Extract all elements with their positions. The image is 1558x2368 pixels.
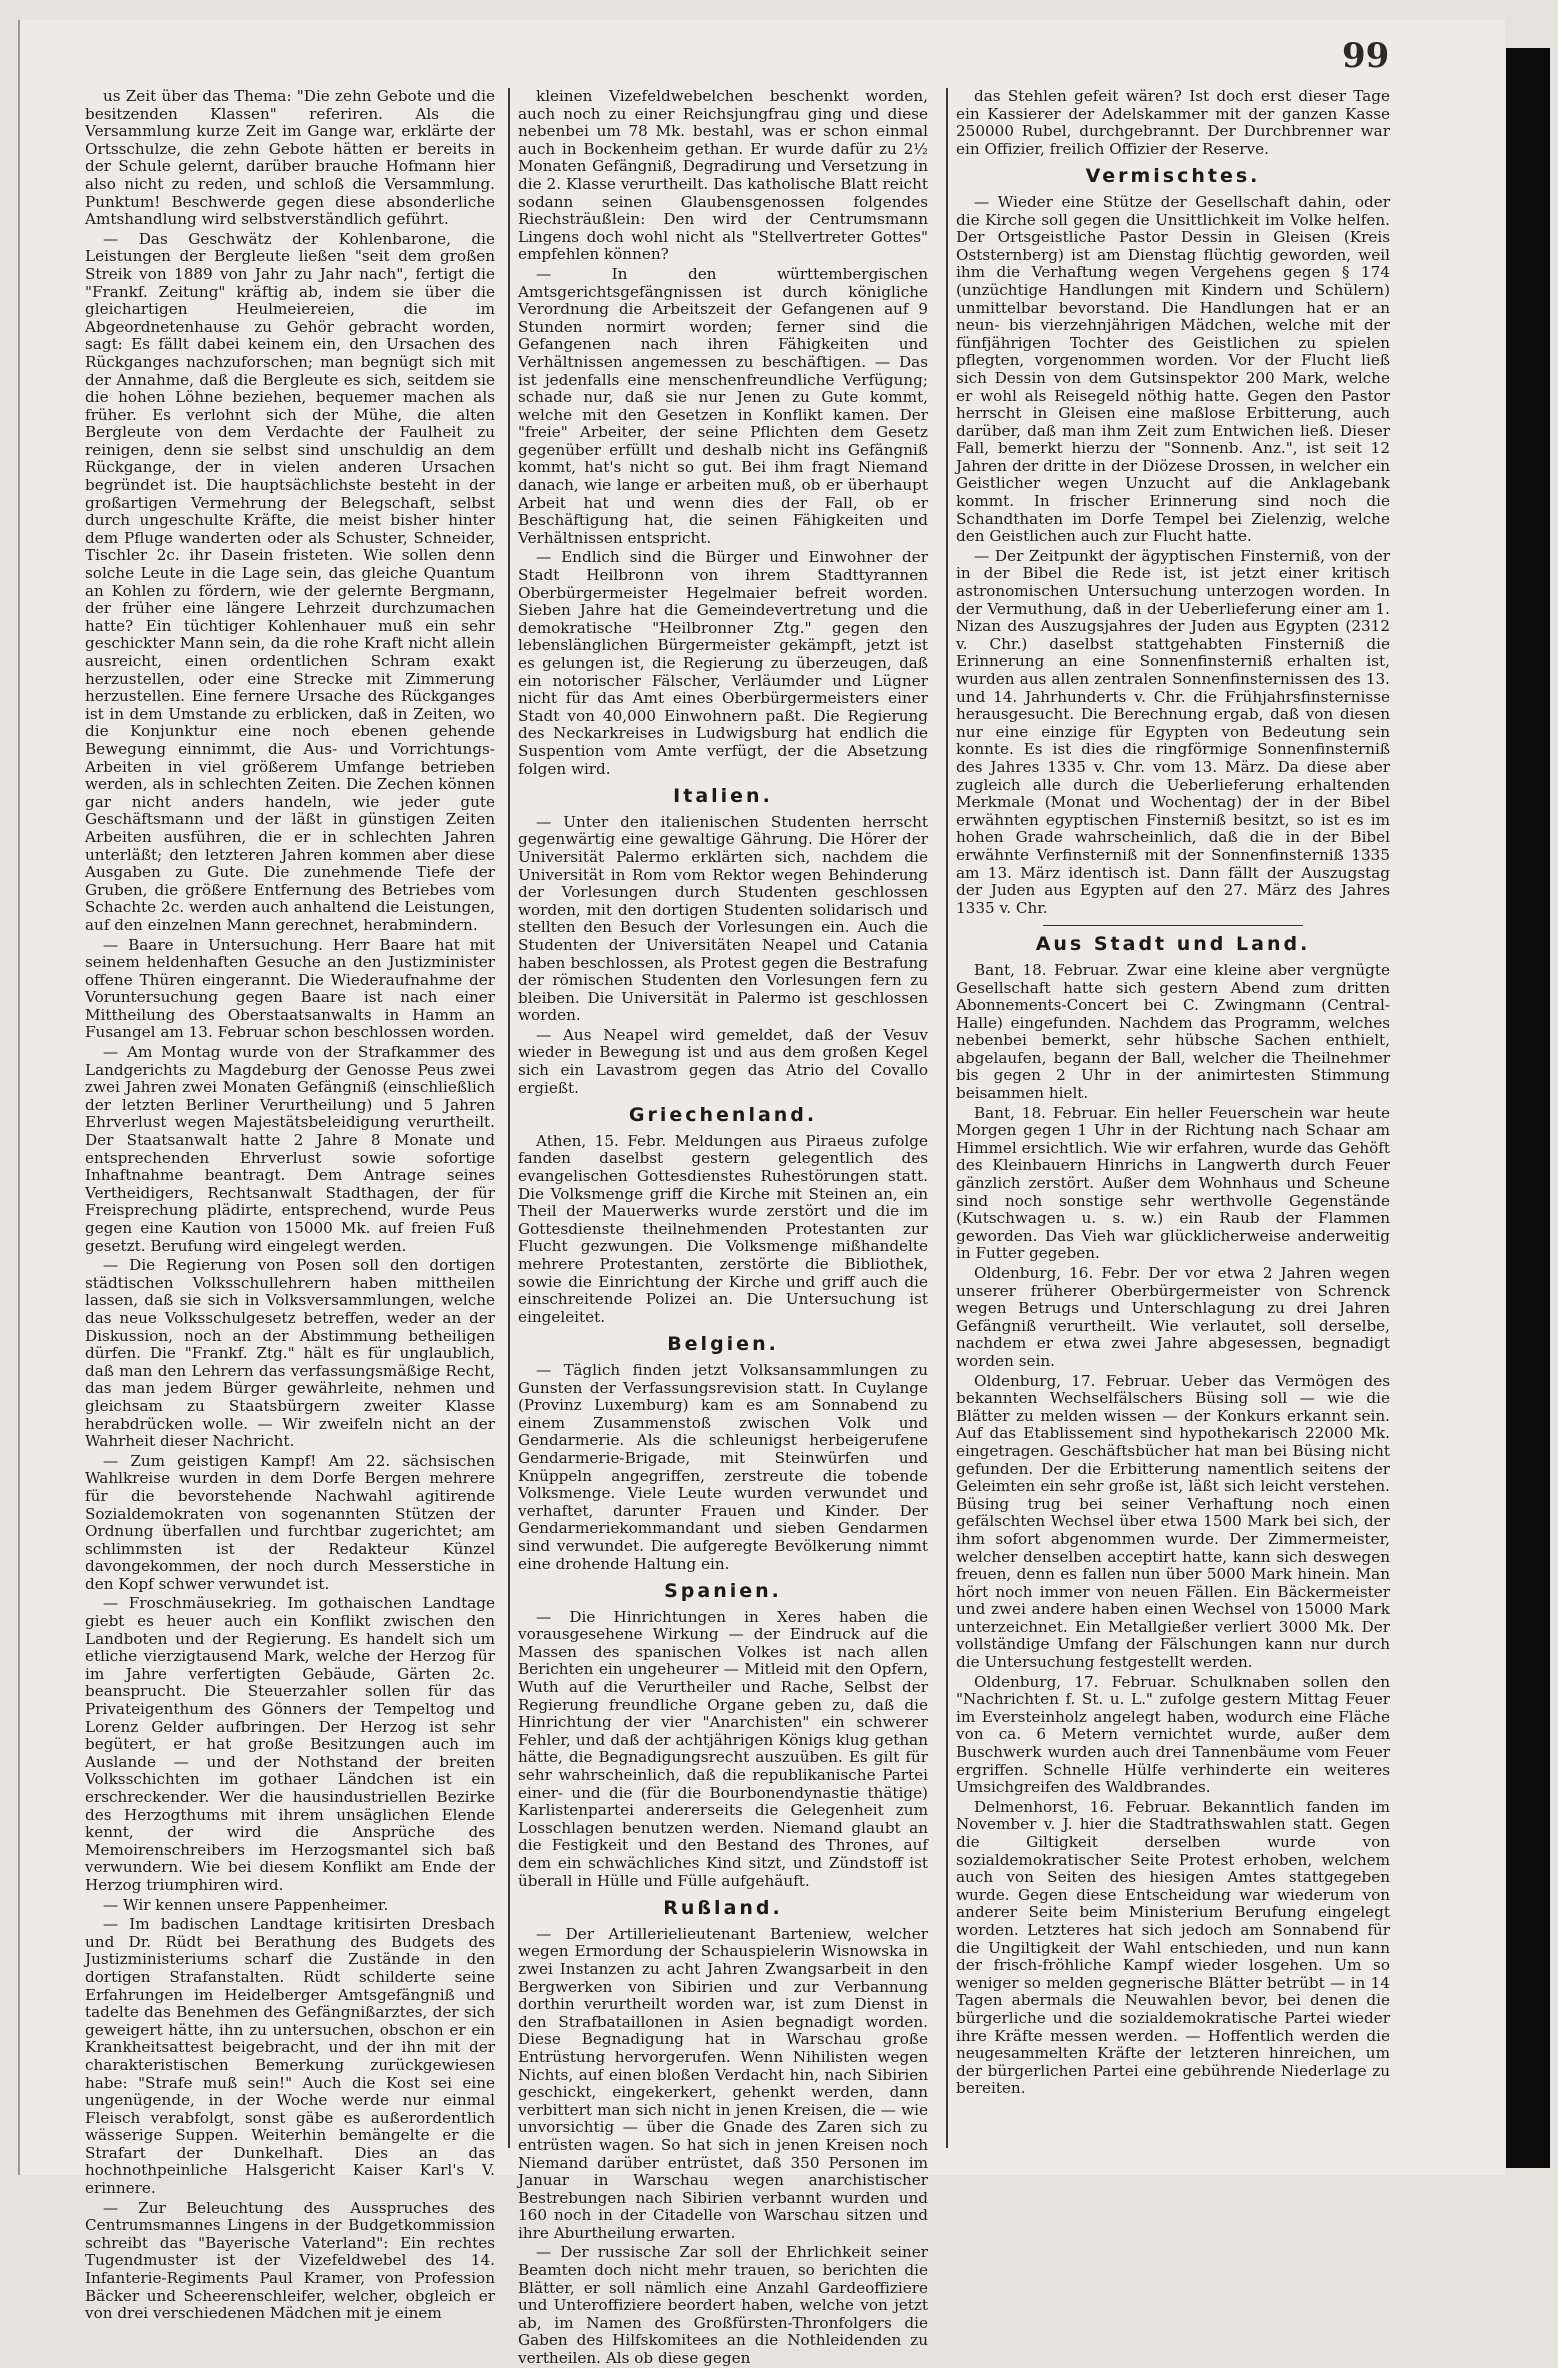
article-paragraph: — Wieder eine Stütze der Gesellschaft dahin, oder die Kirche soll gegen die Unsittlichkeit im Volke helfen. Der Ortsgeistliche Pastor Dessin in Gleisen (Kreis Oststernberg) ist am Dienstag flüchtig geworden, weil ihm die Verhaftung wegen Vergehens gegen § 174 (unzüchtige Handlungen mit Kindern und Schülern) unmittelbar bevorstand. Die Handlungen hat er an neun- bis vierzehnjährigen Mädchen, welche mit der fünfjährigen Tochter des Geistlichen zu spielen pflegten, vorgenommen worden. Vor der Flucht ließ sich Dessin von dem Gutsinspektor 200 Mark, welche er wohl als Reisegeld nöthig hatte. Gegen den Pastor herrscht in Gleisen eine maßlose Erbitterung, auch darüber, daß man ihm Zeit zum Entwichen ließ. Dieser Fall, bemerkt hierzu der "Sonnenb. Anz.", ist seit 12 Jahren der dritte in der Diözese Drossen, in welcher ein Geistlicher wegen Unzucht auf die Anklagebank kommt. In frischer Erinnerung sind noch die Schandthaten im Dorfe Tempel bei Zielenzig, welche den Geistlichen auch zur Flucht hatte. [956,192,1390,546]
article-paragraph: — Am Montag wurde von der Strafkammer des Landgerichts zu Magdeburg der Genosse Peus zwei zwei Jahren zwei Monaten Gefängniß (einschließlich der letzten Berliner Verurtheilung) und 5 Jahren Ehrverlust wegen Majestätsbeleidigung verurtheilt. Der Staatsanwalt hatte 2 Jahre 8 Monate und entsprechenden Ehrverlust sowie sofortige Inhaftnahme beantragt. Dem Antrage seines Vertheidigers, Rechtsanwalt Stadthagen, der für Freisprechung plädirte, entsprechend, wurde Peus gegen eine Kaution von 15000 Mk. auf freien Fuß gesetzt. Berufung wird eingelegt werden. [85,1043,495,1255]
article-paragraph: Athen, 15. Febr. Meldungen aus Piraeus zufolge fanden daselbst gestern gelegentlich des evangelischen Gottesdienstes Ruhestörungen statt. Die Volksmenge griff die Kirche mit Steinen an, ein Theil der Mauerwerks wurde zerstört und die im Gottesdienste theilnehmenden Protestanten zur Flucht gezwungen. Die Volksmenge mißhandelte mehrere Protestanten, zerstörte die Bibliothek, sowie die Einrichtung der Kirche und griff auch die einschreitende Polizei an. Die Untersuchung ist eingeleitet. [518,1131,928,1326]
article-paragraph: das Stehlen gefeit wären? Ist doch erst dieser Tage ein Kassierer der Adelskammer mit der ganzen Kasse 250000 Rubel, durchgebrannt. Der Durchbrenner war ein Offizier, freilich Offizier der Reserve. [956,87,1390,158]
article-paragraph: — Froschmäusekrieg. Im gothaischen Landtage giebt es heuer auch ein Konflikt zwischen den Landboten und der Regierung. Es handelt sich um etliche vierzigtausend Mark, welche der Herzog für im Jahre verfertigten Gebäude, Gärten 2c. beansprucht. Die Steuerzahler sollen für das Privateigenthum des Gönners der Tempeltog und Lorenz Gelder aufbringen. Der Herzog ist sehr begütert, er hat große Besitzungen auch im Auslande — und der Nothstand der breiten Volksschichten im gothaer Ländchen ist ein erschreckender. Wer die hausindustriellen Bezirke des Herzogthums mit ihrem unsäglichen Elende kennt, der wird die Ansprüche des Memoirenschreibers im Herzogsmantel sich baß verwundern. Wie bei diesem Konflikt am Ende der Herzog triumphiren wird. [85,1594,495,1894]
section-heading: Belgien. [667,1333,779,1356]
section-heading: Italien. [673,785,773,808]
column-rule-2 [946,88,948,2148]
article-paragraph: — Im badischen Landtage kritisirten Dresbach und Dr. Rüdt bei Berathung des Budgets des Justizministeriums scharf die Zustände in den dortigen Strafanstalten. Rüdt schilderte seine Erfahrungen im Heidelberger Amtsgefängniß und tadelte das Benehmen des Gefängnißarztes, der sich geweigert hätte, ihn zu untersuchen, obschon er ein Krankheitsattest beigebracht, und der ihn mit der charakteristischen Bemerkung zurückgewiesen habe: "Strafe muß sein!" Auch die Kost sei eine ungenügende, in der Woche werde nur einmal Fleisch verabfolgt, sonst gäbe es außerordentlich wässerige Suppen. Weiterhin bemängelte er die Strafart der Dunkelhaft. Dies an das hochnothpeinliche Halsgericht Kaiser Karl's V. erinnere. [85,1915,495,2198]
scan-edge-bar [1506,48,1550,2168]
article-paragraph: — Endlich sind die Bürger und Einwohner der Stadt Heilbronn von ihrem Stadttyrannen Oberbürgermeister Hegelmaier befreit worden. Sieben Jahre hat die Gemeindevertretung und die demokratische "Heilbronner Ztg." gegen den lebenslänglichen Bürgermeister gekämpft, jetzt ist es gelungen ist, die Regierung zu überzeugen, daß ein notorischer Fälscher, Verläumder und Lügner nicht für das Amt eines Oberbürgermeisters einer Stadt von 40,000 Einwohnern paßt. Die Regierung des Neckarkreises in Ludwigsburg hat endlich die Suspention vom Amte verfügt, der die Absetzung folgen wird. [518,548,928,778]
article-paragraph: — Täglich finden jetzt Volksansammlungen zu Gunsten der Verfassungsrevision statt. In Cuylange (Provinz Luxemburg) kam es am Sonnabend zu einem Zusammenstoß zwischen Volk und Gendarmerie. Als die schleunigst herbeigerufene Gendarmerie-Brigade, mit Steinwürfen und Knüppeln angegriffen, zerstreute die tobende Volksmenge. Viele Leute wurden verwundet und verhaftet, darunter Frauen und Kinder. Der Gendarmeriekommandant und sieben Gendarmen sind verwundet. Die aufgeregte Bevölkerung nimmt eine drohende Haltung ein. [518,1360,928,1573]
section-heading: Vermischtes. [1085,165,1261,188]
article-paragraph: Bant, 18. Februar. Zwar eine kleine aber vergnügte Gesellschaft hatte sich gestern Abend zum dritten Abonnements-Concert bei C. Zwingmann (Central-Halle) eingefunden. Nachdem das Programm, welches nebenbei bemerkt, sehr hübsche Sachen enthielt, abgelaufen, begann der Ball, welcher die Theilnehmer bis gegen 2 Uhr in der animirtesten Stimmung beisammen hielt. [956,960,1390,1103]
article-paragraph: Oldenburg, 17. Februar. Ueber das Vermögen des bekannten Wechselfälschers Büsing soll — wie die Blätter zu melden wissen — der Konkurs erkannt sein. Auf das Etablissement sind hypothekarisch 22000 Mk. eingetragen. Geschäftsbücher hat man bei Büsing nicht gefunden. Der die Erbitterung namentlich seitens der Geleimten ein sehr große ist, läßt sich leicht verstehen. Büsing trug bei seiner Verhaftung noch einen gefälschten Wechsel über etwa 1500 Mark bei sich, der ihm sofort abgenommen wurde. Der Zimmermeister, welcher denselben acceptirt hatte, kann sich deswegen freuen, denn es fallen nun über 5000 Mark hinein. Man hört noch immer von neuen Fällen. Ein Bäckermeister und zwei andere haben einen Wechsel von 15000 Mark unterzeichnet. Ein Metallgießer verliert 3000 Mk. Der vollständige Umfang der Fälschungen kann nur durch die Untersuchung festgestellt werden. [956,1371,1390,1672]
article-paragraph: kleinen Vizefeldwebelchen beschenkt worden, auch noch zu einer Reichsjungfrau ging und diese nebenbei um 78 Mk. bestahl, was er schon einmal auch in Bockenheim gethan. Er wurde dafür zu 2½ Monaten Gefängniß, Degradirung und Versetzung in die 2. Klasse verurtheilt. Das katholische Blatt reicht sodann seinen Glaubensgenossen folgendes Riechsträußlein: Den wird der Centrumsmann Lingens doch wohl nicht als "Stellvertreter Gottes" empfehlen können? [518,87,928,264]
article-paragraph: — Der russische Zar soll der Ehrlichkeit seiner Beamten doch nicht mehr trauen, so berichten die Blätter, er soll nämlich eine Anzahl Gardeoffiziere und Unteroffiziere beordert haben, welche von jetzt ab, im Namen des Großfürsten-Thronfolgers die Gaben des Hilfskomitees an die Nothleidenden zu vertheilen. Als ob diese gegen [518,2243,928,2368]
section-heading: Griechenland. [628,1104,818,1127]
section-heading: Aus Stadt und Land. [1035,933,1311,956]
column-rule-1 [508,88,510,2148]
article-paragraph: — Das Geschwätz der Kohlenbarone, die Leistungen der Bergleute ließen "seit dem großen Streik von 1889 von Jahr zu Jahr nach", fertigt die "Frankf. Zeitung" kräftig ab, indem sie über die gleichartigen Heulmeiereien, die im Abgeordnetenhause zu Gehör gebracht worden, sagt: Es fällt dabei keinem ein, den Ursachen des Rückganges nachzuforschen; man begnügt sich mit der Annahme, daß die Bergleute es sich, seitdem sie die hohen Löhne beziehen, bequemer machen als früher. Es verlohnt sich der Mühe, die alten Bergleute von dem Verdachte der Faulheit zu reinigen, denn sie selbst sind unschuldig an dem Rückgange, der in vielen anderen Ursachen begründet ist. Die hauptsächlichste besteht in der großartigen Vermehrung der Belegschaft, selbst durch ungeschulte Kräfte, die meist bisher hinter dem Pfluge wanderten oder als Schuster, Schneider, Tischler 2c. ihr Dasein fristeten. Wie sollen denn solche Leute in die Lage sein, das gleiche Quantum an Kohlen zu fördern, wie der gelernte Bergmann, der früher eine längere Lehrzeit durchzumachen hatte? Ein tüchtiger Kohlenhauer muß ein sehr geschickter Mann sein, da die rohe Kraft nicht allein ausreicht, einen ordentlichen Schram exakt herzustellen, oder eine Strecke mit Zimmerung herzustellen. Eine fernere Ursache des Rückganges ist in dem Umstande zu erblicken, daß in Zeiten, wo die Konjunktur eine noch ebenen gehende Bewegung einnimmt, die Aus- und Vorrichtungs-Arbeiten in viel größerem Umfange betrieben werden, als in schlechten Zeiten. Die Zechen können gar nicht anders handeln, wie jeder gute Geschäftsmann und der läßt in günstigen Zeiten Arbeiten ausführen, die er in schlechten Jahren unterläßt; den letzteren Jahren kommen aber diese Ausgaben zu Gute. Die zunehmende Tiefe der Gruben, die größere Entfernung des Betriebes vom Schachte 2c. werden auch anhaltend die Leistungen, auf den einzelnen Mann gerechnet, herabmindern. [85,229,495,934]
article-paragraph: — Die Hinrichtungen in Xeres haben die vorausgesehene Wirkung — der Eindruck auf die Massen des spanischen Volkes ist nach allen Berichten ein ungeheurer — Mitleid mit den Opfern, Wuth auf die Verurtheiler und Rache, Selbst der Regierung freundliche Organe geben zu, daß die Hinrichtung der vier "Anarchisten" ein schwerer Fehler, und daß der achtjährigen Königs klug gethan hätte, die Begnadigungsrecht auszuüben. Es gilt für sehr wahrscheinlich, daß die republikanische Partei einer- und die (für die Bourbonendynastie thätige) Karlistenpartei andererseits die Gelegenheit zum Losschlagen benutzen werden. Niemand glaubt an die Festigkeit und den Bestand des Thrones, auf dem ein schwächliches Kind sitzt, und Zündstoff ist überall in Hülle und Fülle aufgehäuft. [518,1607,928,1890]
page-number: 99 [1342,36,1390,76]
section-heading: Spanien. [664,1580,782,1603]
article-paragraph: us Zeit über das Thema: "Die zehn Gebote und die besitzenden Klassen" referiren. Als die Versammlung kurze Zeit im Gange war, erklärte der Ortsschulze, die zehn Gebote hätten er bereits in der Schule gelernt, darüber brauche Hofmann hier also nicht zu reden, und schloß die Versammlung. Punktum! Beschwerde gegen diese absonderliche Amtshandlung wird selbstverständlich geführt. [85,87,495,229]
article-paragraph: — Unter den italienischen Studenten herrscht gegenwärtig eine gewaltige Gährung. Die Hörer der Universität Palermo erklärten sich, nachdem die Universität in Rom vom Rektor wegen Behinderung der Vorlesungen durch Studenten geschlossen worden, mit den dortigen Studenten solidarisch und stellten den Besuch der Vorlesungen ein. Auch die Studenten der Universitäten Neapel und Catania haben beschlossen, als Protest gegen die Bestrafung der römischen Studenten den Vorlesungen fern zu bleiben. Die Universität in Palermo ist geschlossen worden. [518,812,928,1025]
article-paragraph: — In den württembergischen Amtsgerichtsgefängnissen ist durch königliche Verordnung die Arbeitszeit der Gefangenen auf 9 Stunden normirt worden; ferner sind die Gefangenen nach ihren Fähigkeiten und Verhältnissen angemessen zu beschäftigen. — Das ist jedenfalls eine menschenfreundliche Verfügung; schade nur, daß sie nur Jenen zu Gute kommt, welche mit den Gesetzen in Konflikt kamen. Der "freie" Arbeiter, der seine Pflichten dem Gesetz gegenüber erfüllt und deshalb nicht ins Gefängniß kommt, hat's nicht so gut. Bei ihm fragt Niemand danach, wie lange er arbeiten muß, ob er überhaupt Arbeit hat und wenn dies der Fall, ob er Beschäftigung hat, die seinen Fähigkeiten und Verhältnissen entspricht. [518,264,928,547]
article-paragraph: — Zur Beleuchtung des Ausspruches des Centrumsmannes Lingens in der Budgetkommission schreibt das "Bayerische Vaterland": Ein rechtes Tugendmuster ist der Vizefeldwebel des 14. Infanterie-Regiments Paul Kramer, von Profession Bäcker und Scheerenschleifer, welcher, obgleich er von drei verschiedenen Mädchen mit je einem [85,2198,495,2323]
article-paragraph: — Wir kennen unsere Pappenheimer. [103,1895,389,1914]
section-divider [1043,925,1303,926]
article-paragraph: Bant, 18. Februar. Ein heller Feuerschein war heute Morgen gegen 1 Uhr in der Richtung nach Schaar am Himmel ersichtlich. Wie wir erfahren, wurde das Gehöft des Kleinbauern Hinrichs in Langwerth durch Feuer gänzlich zerstört. Außer dem Wohnhaus und Scheune sind noch sonstige sehr werthvolle Gegenstände (Kutschwagen u. s. w.) ein Raub der Flammen geworden. Das Vieh war glücklicherweise anderweitig in Futter gegeben. [956,1103,1390,1263]
article-paragraph: — Zum geistigen Kampf! Am 22. sächsischen Wahlkreise wurden in dem Dorfe Bergen mehrere für die bevorstehende Nachwahl agitirende Sozialdemokraten von sogenannten Stützen der Ordnung überfallen und furchtbar zugerichtet; am schlimmsten ist der Redakteur Künzel davongekommen, der noch durch Messerstiche in den Kopf schwer verwundet ist. [85,1451,495,1593]
article-paragraph: — Aus Neapel wird gemeldet, daß der Vesuv wieder in Bewegung ist und aus dem großen Kegel sich ein Lavastrom gegen das Atrio del Covallo ergießt. [518,1025,928,1097]
column-2 [518,87,928,2368]
article-paragraph: — Der Artillerielieutenant Barteniew, welcher wegen Ermordung der Schauspielerin Wisnowska in zwei Instanzen zu acht Jahren Zwangsarbeit in den Bergwerken von Sibirien und zur Verbannung dorthin verurtheilt worden war, ist zum Dienst in den Strafbataillonen in Asien begnadigt worden. Diese Begnadigung hat in Warschau große Entrüstung hervorgerufen. Wenn Nihilisten wegen Nichts, auf einen bloßen Verdacht hin, nach Sibirien geschickt, eingekerkert, gehenkt werden, dann verbittert man sich nicht in jenen Kreisen, die — wie unvorsichtig — über die Gnade des Zaren sich zu entrüsten wagen. So hat sich in jenen Kreisen noch Niemand darüber entrüstet, daß 350 Personen im Januar in Warschau wegen anarchistischer Bestrebungen nach Sibirien verbannt wurden und 160 noch in der Citadelle von Warschau sitzen und ihre Aburtheilung erwarten. [518,1924,928,2242]
column-3 [956,88,1390,2148]
article-paragraph: Delmenhorst, 16. Februar. Bekanntlich fanden im November v. J. hier die Stadtrathswahlen statt. Gegen die Giltigkeit derselben wurde von sozialdemokratischer Seite Protest erhoben, welchem auch von Seiten des hiesigen Amtes stattgegeben wurde. Gegen diese Entscheidung war wiederum von anderer Seite beim Ministerium Berufung eingelegt worden. Letzteres hat sich jedoch am Sonnabend für die Ungiltigkeit der Wahl entschieden, und nun kann der frisch-fröhliche Kampf wieder losgehen. Um so weniger so melden gegnerische Blätter betrübt — in 14 Tagen abermals die Neuwahlen bevor, bei denen die bürgerliche und die sozialdemokratische Partei wieder ihre Kräfte messen werden. — Hoffentlich werden die neugesammelten Kräfte der letzteren hinreichen, um der bürgerlichen Partei eine gebührende Niederlage zu bereiten. [956,1797,1390,2098]
section-heading: Rußland. [663,1897,783,1920]
article-paragraph: — Der Zeitpunkt der ägyptischen Finsterniß, von der in der Bibel die Rede ist, ist jetzt einer kritisch astronomischen Untersuchung unterzogen worden. In der Vermuthung, daß in der Ueberlieferung einer am 1. Nizan des Auszugsjahres der Juden aus Egypten (2312 v. Chr.) daselbst stattgehabten Finsterniß die Erinnerung an eine Sonnenfinsterniß erhalten ist, wurden aus allen zentralen Sonnenfinsternissen des 13. und 14. Jahrhunderts v. Chr. die Frühjahrsfinsternisse herausgesucht. Die Berechnung ergab, daß von diesen nur eine einzige für Egypten von Bedeutung sein konnte. Es ist dies die ringförmige Sonnenfinsterniß des Jahres 1335 v. Chr. vom 13. März. Da diese aber zugleich alle durch die Ueberlieferung erhaltenden Merkmale (Monat und Wochentag) der in der Bibel erwähnten egyptischen Finsterniß besitzt, so ist es im hohen Grade wahrscheinlich, daß die in der Bibel erwähnte Verfinsterniß mit der Sonnenfinsterniß 1335 am 13. März identisch ist. Dann fällt der Auszugstag der Juden aus Egypten auf den 27. März des Jahres 1335 v. Chr. [956,546,1390,917]
article-paragraph: — Baare in Untersuchung. Herr Baare hat mit seinem heldenhaften Gesuche an den Justizminister offene Thüren eingerannt. Die Wiederaufnahme der Voruntersuchung gegen Baare ist nach einer Mittheilung des Oberstaatsanwalts in Hamm an Fusangel am 13. Februar schon beschlossen worden. [85,935,495,1042]
column-1 [85,87,495,2323]
article-paragraph: Oldenburg, 16. Febr. Der vor etwa 2 Jahren wegen unserer früherer Oberbürgermeister von Schrenck wegen Betrugs und Unterschlagung zu drei Jahren Gefängniß verurtheilt. Wie verlautet, soll derselbe, nachdem er etwa zwei Jahre abgesessen, begnadigt worden sein. [956,1264,1390,1370]
article-paragraph: — Die Regierung von Posen soll den dortigen städtischen Volksschullehrern haben mittheilen lassen, daß sie sich in Volksversammlungen, welche das neue Volksschulgesetz betreffen, weder an der Diskussion, noch an der Abstimmung betheiligen dürfen. Die "Frankf. Ztg." hält es für unglaublich, daß man den Lehrern das verfassungsmäßige Recht, das man jedem Bürger gewährleite, nehmen und gleichsam zu Staatsbürgern zweiter Klasse herabdrücken wolle. — Wir zweifeln nicht an der Wahrheit dieser Nachricht. [85,1256,495,1451]
article-paragraph: Oldenburg, 17. Februar. Schulknaben sollen den "Nachrichten f. St. u. L." zufolge gestern Mittag Feuer im Eversteinholz angelegt haben, wodurch eine Fläche von ca. 6 Metern vernichtet wurde, außer dem Buschwerk wurden auch drei Tannenbäume vom Feuer ergriffen. Schnelle Hülfe verhinderte ein weiteres Umsichgreifen des Waldbrandes. [956,1672,1390,1797]
